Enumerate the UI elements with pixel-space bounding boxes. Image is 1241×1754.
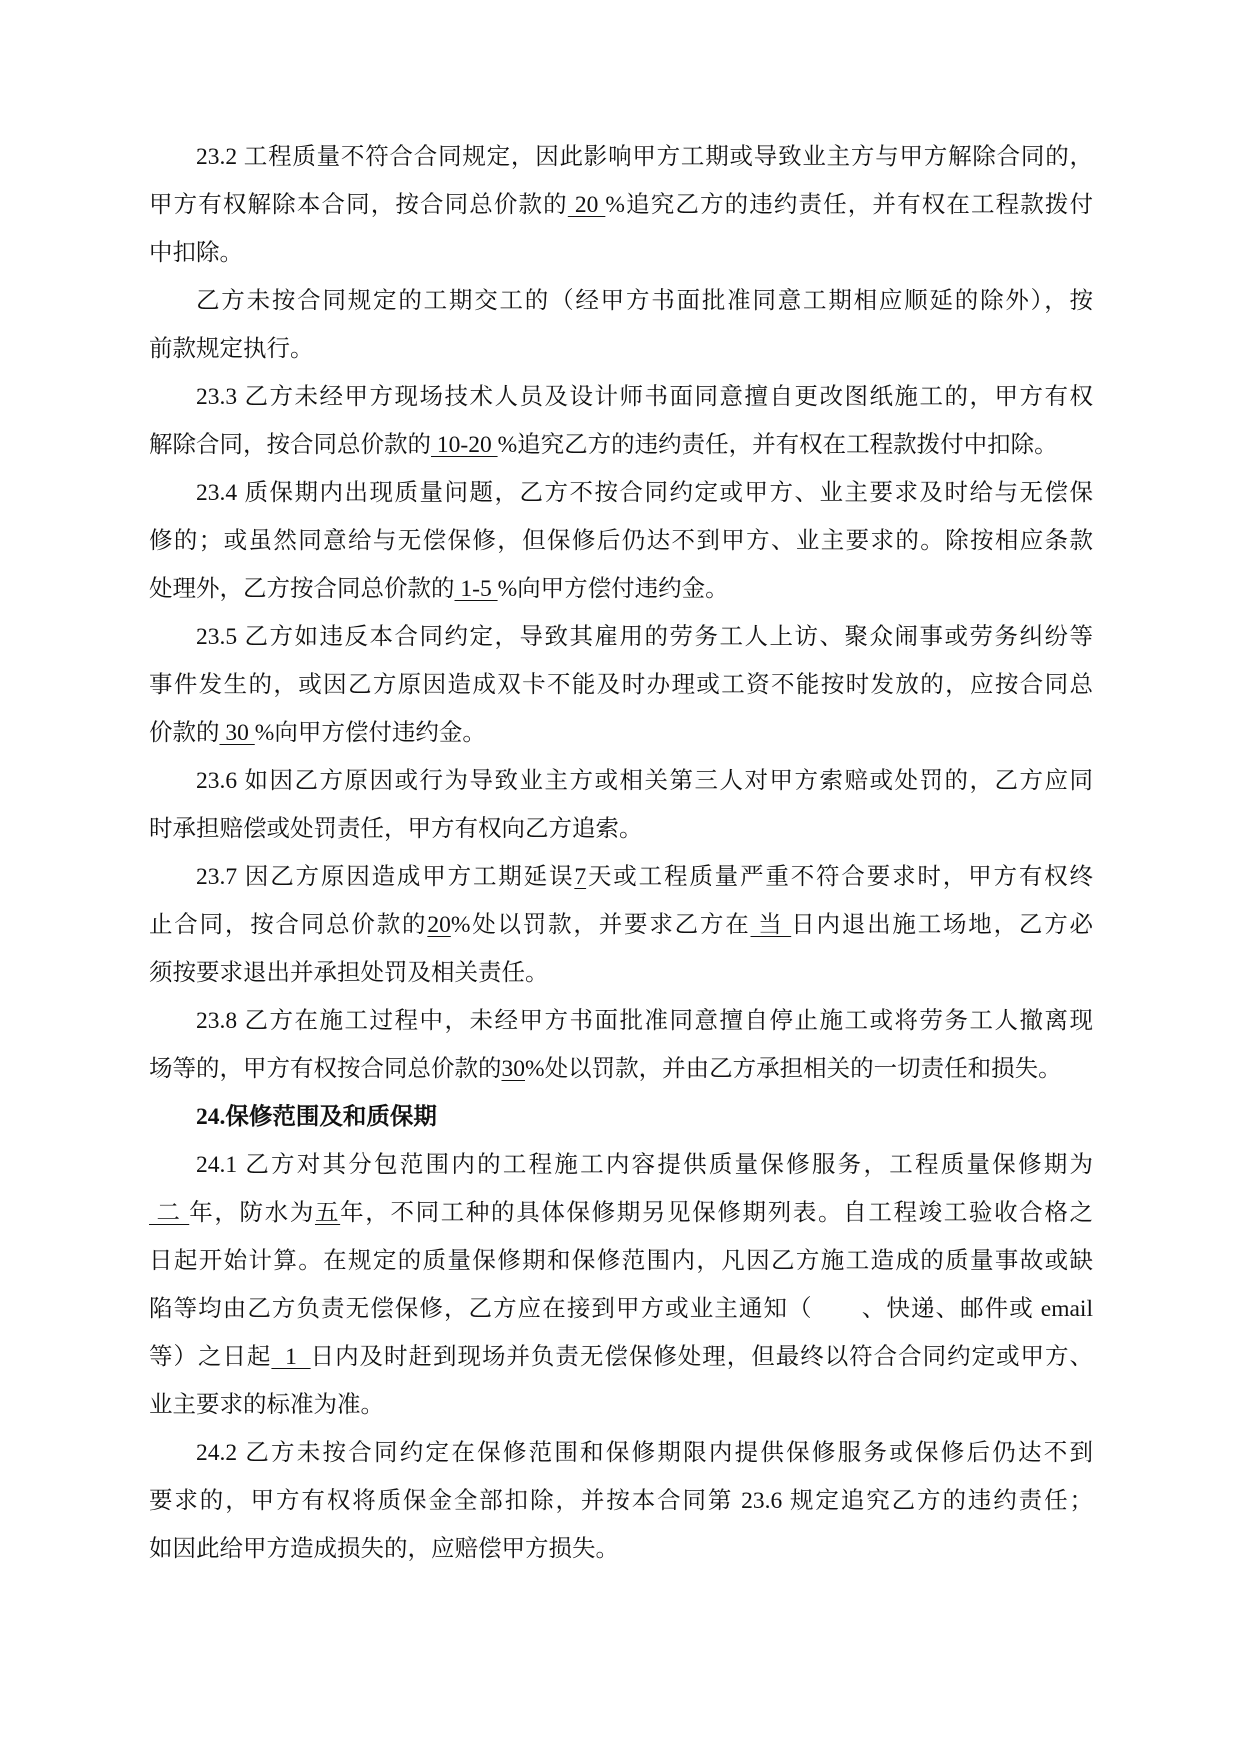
text-line: [149, 1141, 1093, 1189]
text-line: [149, 421, 1093, 469]
text-line: [149, 1429, 1093, 1477]
clause-text: 前款规定执行。: [149, 336, 314, 362]
clause-23-8: [149, 997, 1093, 1093]
text-line: [149, 997, 1093, 1045]
text-line: [149, 1237, 1093, 1285]
underlined-value: 五: [314, 1200, 341, 1226]
text-line: [149, 613, 1093, 661]
clause-text: 要求的，甲方有权将质保金全部扣除，并按本合同第 23.6 规定追究乙方的违约责任；: [149, 1488, 1093, 1514]
clause-text: 乙方未按合同规定的工期交工的（经甲方书面批准同意工期相应顺延的除外），按: [196, 288, 1093, 314]
underlined-value: 20: [567, 192, 606, 218]
clause-23-3: [149, 373, 1093, 469]
clause-text: %追究乙方的违约责任，并有权在工程款拨付中扣除。: [497, 432, 1058, 458]
text-line: [149, 661, 1093, 709]
clause-text: %向甲方偿付违约金。: [497, 576, 729, 602]
clause-23-2-delay: [149, 277, 1093, 373]
section-heading: [149, 1093, 1093, 1141]
document-body: [149, 133, 1093, 1573]
clause-text: 事件发生的，或因乙方原因造成双卡不能及时办理或工资不能按时发放的，应按合同总: [149, 672, 1093, 698]
text-line: [149, 277, 1093, 325]
clause-text: %处以罚款，并要求乙方在: [450, 912, 751, 938]
underlined-value: 当: [750, 912, 792, 938]
text-line: [149, 901, 1093, 949]
clause-text: 23.6 如因乙方原因或行为导致业主方或相关第三人对甲方索赔或处罚的，乙方应同: [196, 768, 1093, 794]
text-line: [149, 949, 1093, 997]
clause-text: 日内及时赶到现场并负责无偿保修处理，但最终以符合合同约定或甲方、: [310, 1344, 1094, 1370]
clause-text: %处以罚款，并由乙方承担相关的一切责任和损失。: [525, 1056, 1062, 1082]
underlined-value: 二: [149, 1200, 190, 1226]
text-line: [149, 373, 1093, 421]
underlined-value: 10-20: [431, 432, 498, 458]
text-line: [149, 757, 1093, 805]
section-heading-text: 24.保修范围及和质保期: [196, 1104, 437, 1130]
clause-text: 处理外，乙方按合同总价款的: [149, 576, 455, 602]
underlined-value: 7: [574, 864, 587, 890]
underlined-value: 1: [271, 1344, 311, 1370]
text-line: [149, 517, 1093, 565]
clause-text: 中扣除。: [149, 240, 243, 266]
clause-text: 23.5 乙方如违反本合同约定，导致其雇用的劳务工人上访、聚众闹事或劳务纠纷等: [196, 624, 1093, 650]
clause-text: 23.2 工程质量不符合合同规定，因此影响甲方工期或导致业主方与甲方解除合同的，: [196, 144, 1093, 170]
underlined-value: 30: [501, 1056, 525, 1082]
clause-24-2: [149, 1429, 1093, 1573]
text-line: [149, 325, 1093, 373]
text-line: [149, 805, 1093, 853]
clause-text: 须按要求退出并承担处罚及相关责任。: [149, 960, 549, 986]
clause-23-5: [149, 613, 1093, 757]
text-line: [149, 1285, 1093, 1333]
clause-text: 日内退出施工场地，乙方必: [791, 912, 1094, 938]
text-line: [149, 1381, 1093, 1429]
clause-23-4: [149, 469, 1093, 613]
clause-text: %向甲方偿付违约金。: [254, 720, 486, 746]
clause-text: 24.2 乙方未按合同约定在保修范围和保修期限内提供保修服务或保修后仍达不到: [196, 1440, 1093, 1466]
clause-text: 24.1 乙方对其分包范围内的工程施工内容提供质量保修服务，工程质量保修期为: [196, 1152, 1093, 1178]
clause-23-2: [149, 133, 1093, 277]
clause-text: 23.8 乙方在施工过程中，未经甲方书面批准同意擅自停止施工或将劳务工人撤离现: [196, 1008, 1093, 1034]
clause-text: 年，防水为: [189, 1200, 315, 1226]
clause-text: 业主要求的标准为准。: [149, 1392, 384, 1418]
clause-text: 价款的: [149, 720, 220, 746]
underlined-value: 20: [427, 912, 451, 938]
text-line: [149, 709, 1093, 757]
text-line: [149, 181, 1093, 229]
clause-text: 甲方有权解除本合同，按合同总价款的: [149, 192, 568, 218]
text-line: [149, 469, 1093, 517]
text-line: [149, 1333, 1093, 1381]
clause-text: 修的；或虽然同意给与无偿保修，但保修后仍达不到甲方、业主要求的。除按相应条款: [149, 528, 1093, 554]
text-line: [149, 1189, 1093, 1237]
clause-text: 等）之日起: [149, 1344, 272, 1370]
text-line: [149, 229, 1093, 277]
text-line: [149, 133, 1093, 181]
clause-text: 天或工程质量严重不符合要求时，甲方有权终: [586, 864, 1094, 890]
text-line: [149, 1045, 1093, 1093]
clause-text: 日起开始计算。在规定的质量保修期和保修范围内，凡因乙方施工造成的质量事故或缺: [149, 1248, 1093, 1274]
clause-text: 解除合同，按合同总价款的: [149, 432, 431, 458]
clause-text: 23.3 乙方未经甲方现场技术人员及设计师书面同意擅自更改图纸施工的，甲方有权: [196, 384, 1093, 410]
clause-text: %追究乙方的违约责任，并有权在工程款拨付: [605, 192, 1094, 218]
clause-text: 止合同，按合同总价款的: [149, 912, 428, 938]
underlined-value: 30: [219, 720, 255, 746]
text-line: [149, 565, 1093, 613]
text-line: [149, 1525, 1093, 1573]
clause-23-7: [149, 853, 1093, 997]
clause-text: 23.4 质保期内出现质量问题，乙方不按合同约定或甲方、业主要求及时给与无偿保: [196, 480, 1093, 506]
text-line: [149, 853, 1093, 901]
text-line: [149, 1477, 1093, 1525]
clause-text: 年，不同工种的具体保修期另见保修期列表。自工程竣工验收合格之: [340, 1200, 1094, 1226]
clause-text: 时承担赔偿或处罚责任，甲方有权向乙方追索。: [149, 816, 643, 842]
clause-text: 陷等均由乙方负责无偿保修，乙方应在接到甲方或业主通知（ 、快递、邮件或 email: [149, 1296, 1093, 1322]
clause-text: 如因此给甲方造成损失的，应赔偿甲方损失。: [149, 1536, 619, 1562]
clause-text: 23.7 因乙方原因造成甲方工期延误: [196, 864, 575, 890]
clause-23-6: [149, 757, 1093, 853]
clause-text: 场等的，甲方有权按合同总价款的: [149, 1056, 502, 1082]
clause-24-1: [149, 1141, 1093, 1429]
underlined-value: 1-5: [454, 576, 498, 602]
